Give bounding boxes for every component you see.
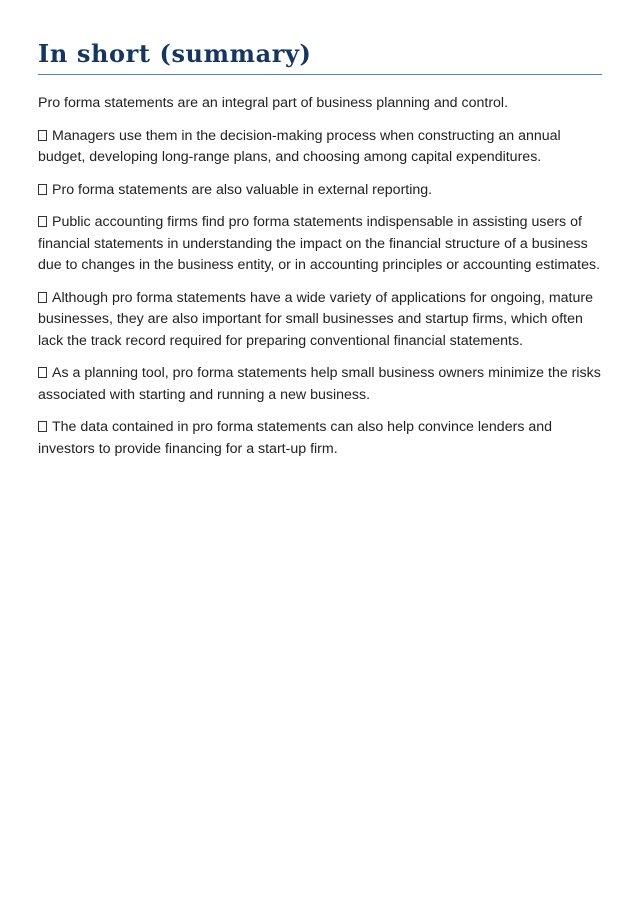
paragraph-text: Pro forma statements are an integral part of business planning and control.: [38, 95, 509, 111]
document-page: [38, 38, 602, 471]
paragraph-text: Pro forma statements are also valuable in external reporting.: [52, 181, 433, 198]
paragraph-text: As a planning tool, pro forma statements help small business owners minimize the risks associated with starting and running a new business.: [38, 365, 601, 403]
missing-glyph-icon: [38, 130, 47, 141]
paragraph-text: Although pro forma statements have a wide variety of applications for ongoing, mature businesses, they are also important for small businesses and startup firms, which often lack the track record required for preparing conventional financial statements.: [38, 289, 594, 349]
missing-glyph-icon: [38, 421, 47, 432]
paragraph-text: Managers use them in the decision-making process when constructing an annual budget, developing long-range plans, and choosing among capital expenditures.: [38, 127, 561, 165]
page-title: In short (summary): [38, 38, 602, 75]
bullet-paragraph: [38, 212, 602, 277]
bullet-paragraph: [38, 180, 602, 202]
missing-glyph-icon: [38, 216, 47, 227]
missing-glyph-icon: [38, 292, 47, 303]
bullet-paragraph: [38, 417, 602, 460]
bullet-paragraph: [38, 363, 602, 406]
missing-glyph-icon: [38, 184, 47, 195]
document-body: [38, 93, 602, 460]
bullet-paragraph: [38, 126, 602, 169]
bullet-paragraph: [38, 288, 602, 353]
missing-glyph-icon: [38, 367, 47, 378]
paragraph-text: The data contained in pro forma statements can also help convince lenders and investors to provide financing for a start-up firm.: [38, 419, 553, 457]
paragraph-text: Public accounting firms find pro forma statements indispensable in assisting users of financial statements in understanding the impact on the financial structure of a business due to changes in the business entity, or in accounting principles or accounting estimates.: [38, 214, 601, 273]
intro-paragraph: [38, 93, 602, 115]
